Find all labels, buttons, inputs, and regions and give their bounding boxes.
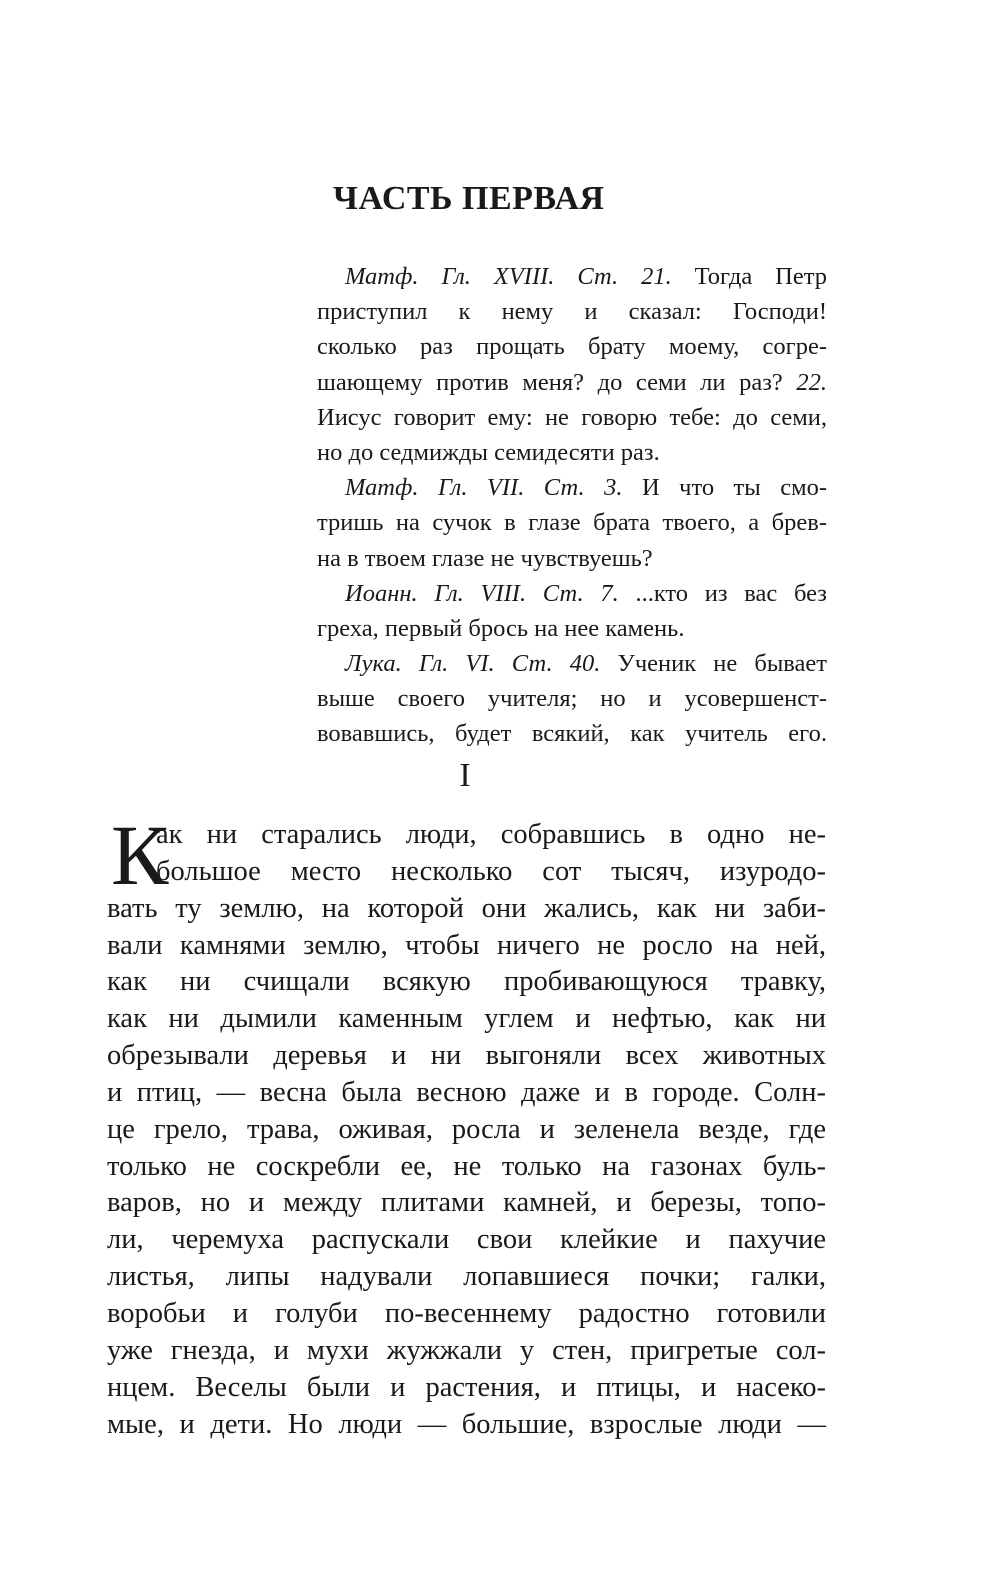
text-line: только не соскребли ее, не только на газонах буль- xyxy=(107,1150,826,1182)
epigraph xyxy=(317,259,827,470)
text-line: обрезывали деревья и ни выгоняли всех животных xyxy=(107,1040,826,1072)
epigraph-reference: 22. xyxy=(796,368,827,396)
epigraph-line: Иисус говорит ему: не говорю тебе: до семи, xyxy=(317,403,827,431)
epigraph-line: на в твоем глазе не чувствуешь? xyxy=(317,544,653,572)
epigraph-reference: Иоанн. Гл. VIII. Ст. 7. xyxy=(345,579,619,607)
epigraph-reference: Матф. Гл. XVIII. Ст. 21. xyxy=(345,263,672,290)
text-line: как ни дымили каменным углем и нефтью, как ни xyxy=(107,1003,826,1035)
text-line: ак ни старались люди, собравшись в одно не- xyxy=(156,819,826,850)
chapter-number: I xyxy=(459,757,471,794)
epigraph-line: Лука. Гл. VI. Ст. 40. Ученик не бывает xyxy=(345,650,828,678)
text-line: мые, и дети. Но люди — большие, взрослые люди — xyxy=(107,1408,826,1440)
text-line: как ни счищали всякую пробивающуюся травку, xyxy=(107,966,826,998)
epigraph-line: тришь на сучок в глазе брата твоего, а брев- xyxy=(317,509,827,537)
epigraph xyxy=(317,646,827,752)
epigraph-reference: Матф. Гл. VII. Ст. 3. xyxy=(345,474,623,502)
text-line: вать ту землю, на которой они жались, как ни заби- xyxy=(107,892,826,924)
epigraph-line: вовавшись, будет всякий, как учитель его. xyxy=(317,720,827,748)
epigraph-line: но до седмижды семидесяти раз. xyxy=(317,438,660,466)
epigraph xyxy=(317,576,827,646)
part-title: ЧАСТЬ ПЕРВАЯ xyxy=(333,180,605,217)
text-line: це грело, трава, оживая, росла и зеленела везде, где xyxy=(107,1113,826,1145)
text-line: и птиц, — весна была весною даже и в городе. Солн- xyxy=(107,1076,826,1108)
epigraphs xyxy=(317,259,827,752)
epigraph-line: Иоанн. Гл. VIII. Ст. 7. ...кто из вас без xyxy=(345,579,827,607)
text-line: листья, липы надували лопавшиеся почки; галки, xyxy=(107,1261,826,1293)
text-line: ли, черемуха распускали свои клейкие и пахучие xyxy=(107,1224,826,1256)
epigraph-line: Матф. Гл. XVIII. Ст. 21. Тогда Петр xyxy=(345,263,827,290)
text-line: большое место несколько сот тысяч, изуродо- xyxy=(156,855,826,887)
text-line: вали камнями землю, чтобы ничего не росло на ней, xyxy=(107,929,826,961)
chapter-text xyxy=(107,807,826,1443)
text-line: воробьи и голуби по-весеннему радостно готовили xyxy=(107,1297,826,1329)
text-line: нцем. Веселы были и растения, и птицы, и насеко- xyxy=(107,1371,826,1403)
drop-cap: К xyxy=(111,807,169,903)
epigraph-line: греха, первый брось на нее камень. xyxy=(317,614,685,642)
epigraph-line: сколько раз прощать брату моему, согре- xyxy=(317,333,827,361)
epigraph-reference: Лука. Гл. VI. Ст. 40. xyxy=(345,650,601,678)
epigraph-line: Матф. Гл. VII. Ст. 3. И что ты смо- xyxy=(345,474,827,502)
text-line: варов, но и между плитами камней, и березы, топо- xyxy=(107,1187,826,1219)
epigraph-line: выше своего учителя; но и усовершенст- xyxy=(317,685,827,713)
epigraph-line: приступил к нему и сказал: Господи! xyxy=(317,298,827,326)
epigraph xyxy=(317,470,827,576)
text-line: уже гнезда, и мухи жужжали у стен, пригретые сол- xyxy=(107,1334,826,1366)
epigraph-line: шающему против меня? до семи ли раз? 22. xyxy=(317,368,827,396)
